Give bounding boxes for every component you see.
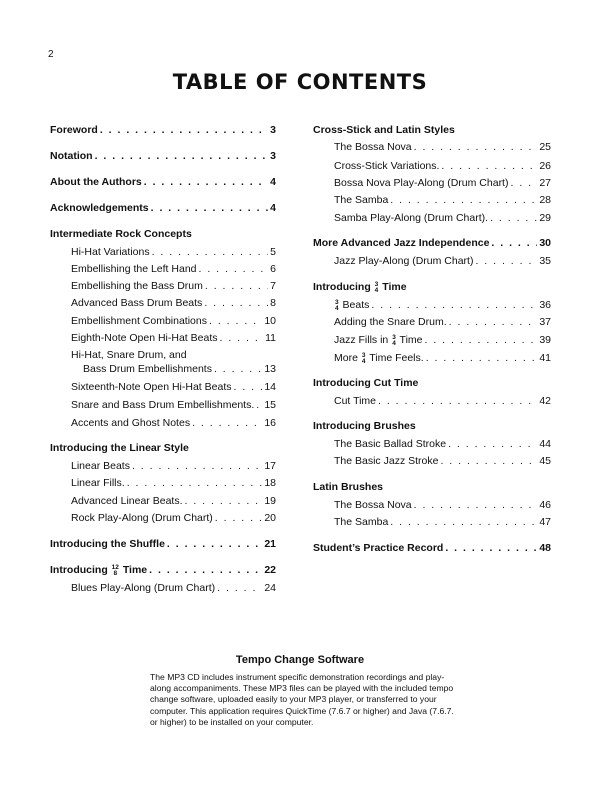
- toc-section-heading: Introducing the Linear Style: [50, 442, 189, 454]
- toc-section-heading: Latin Brushes: [313, 481, 384, 493]
- dot-leader: [440, 455, 537, 467]
- toc-entry-label: Eighth-Note Open Hi-Hat Beats: [71, 332, 218, 344]
- dot-leader: [234, 381, 263, 393]
- toc-entry[interactable]: [334, 316, 551, 331]
- toc-page-number: 48: [539, 542, 551, 554]
- toc-section-heading: Introducing 3 4 Time: [313, 281, 407, 294]
- time-signature: 3 4: [374, 281, 379, 294]
- toc-entry-label: Blues Play-Along (Drum Chart): [71, 582, 216, 594]
- toc-entry[interactable]: [71, 477, 276, 492]
- toc-entry[interactable]: [334, 499, 551, 514]
- toc-entry[interactable]: [71, 246, 276, 261]
- dot-leader: [127, 477, 263, 489]
- toc-entry[interactable]: [334, 160, 551, 175]
- toc-page-number: 25: [539, 141, 551, 153]
- tempo-software-heading: Tempo Change Software: [235, 654, 365, 666]
- toc-page-number: 47: [539, 516, 551, 528]
- toc-page-number: 39: [539, 334, 551, 346]
- toc-section-heading: Cross-Stick and Latin Styles: [313, 124, 455, 136]
- toc-page-number: 21: [264, 538, 276, 550]
- toc-entry-label: 3 4 Beats: [335, 299, 370, 312]
- toc-entry-label: Cut Time: [334, 395, 377, 407]
- toc-page-number: 22: [264, 564, 276, 576]
- toc-entry-label: Embellishing the Bass Drum: [71, 280, 203, 292]
- dot-leader: [378, 395, 537, 407]
- toc-page-number: 36: [539, 299, 551, 311]
- toc-entry-label: The Basic Ballad Stroke: [334, 438, 447, 450]
- toc-entry-label: The Bossa Nova: [334, 499, 412, 511]
- toc-entry[interactable]: [334, 194, 551, 209]
- dot-leader: [199, 263, 269, 275]
- toc-entry[interactable]: [71, 417, 276, 432]
- toc-page-number: 28: [539, 194, 551, 206]
- toc-page-number: 15: [264, 399, 276, 411]
- toc-entry-label: Notation: [50, 150, 93, 162]
- toc-entry[interactable]: [334, 177, 551, 192]
- toc-entry-label: More 3 4 Time Feels.: [334, 352, 424, 365]
- toc-page-number: 20: [264, 512, 276, 524]
- toc-entry-label: Samba Play-Along (Drum Chart).: [334, 212, 489, 224]
- toc-entry-label: Student’s Practice Record: [313, 542, 444, 554]
- toc-page-number: 18: [264, 477, 276, 489]
- toc-entry-line: [71, 349, 276, 364]
- toc-page-number: 17: [264, 460, 276, 472]
- toc-entry-label: The Bossa Nova: [334, 141, 412, 153]
- dot-leader: [205, 280, 268, 292]
- toc-entry-label: Cross-Stick Variations.: [334, 160, 440, 172]
- dot-leader: [425, 334, 538, 346]
- toc-entry-label: Jazz Fills in 3 4 Time: [334, 334, 423, 347]
- toc-entry-label: Snare and Bass Drum Embellishments.: [71, 399, 255, 411]
- toc-entry-about-authors[interactable]: [50, 176, 276, 191]
- dot-leader: [209, 315, 262, 327]
- toc-entry[interactable]: [334, 438, 551, 453]
- toc-page-number: 26: [539, 160, 551, 172]
- toc-entry[interactable]: [334, 334, 551, 349]
- toc-entry-label: Embellishing the Left Hand: [71, 263, 197, 275]
- toc-entry-label: Adding the Snare Drum.: [334, 316, 447, 328]
- time-signature: 3 4: [361, 352, 366, 365]
- dot-leader: [491, 237, 537, 249]
- toc-entry[interactable]: [71, 512, 276, 527]
- dot-leader: [167, 538, 262, 550]
- toc-entry[interactable]: [334, 352, 551, 367]
- toc-entry-label: Accents and Ghost Notes: [71, 417, 191, 429]
- toc-entry[interactable]: [334, 455, 551, 470]
- dot-leader: [426, 352, 538, 364]
- toc-entry-label: The Samba: [334, 516, 389, 528]
- toc-page-number: 35: [539, 255, 551, 267]
- dot-leader: [414, 141, 538, 153]
- dot-leader: [204, 297, 268, 309]
- dot-leader: [449, 316, 538, 328]
- toc-page-number: 10: [264, 315, 276, 327]
- dot-leader: [371, 299, 537, 311]
- toc-entry[interactable]: [83, 363, 276, 378]
- time-signature: 3 4: [392, 334, 396, 347]
- toc-page-number: 7: [270, 280, 276, 292]
- dot-leader: [149, 564, 262, 576]
- toc-entry[interactable]: [71, 399, 276, 414]
- toc-page-number: 27: [539, 177, 551, 189]
- dot-leader: [475, 255, 537, 267]
- toc-entry-foreword[interactable]: [50, 124, 276, 139]
- toc-entry-practice-record[interactable]: [313, 542, 551, 557]
- toc-page-number: 3: [270, 124, 276, 136]
- dot-leader: [132, 460, 262, 472]
- dot-leader: [448, 438, 537, 450]
- toc-entry-twelve-eight-time[interactable]: [50, 564, 276, 579]
- toc-page-number: 5: [270, 246, 276, 258]
- toc-page-number: 19: [264, 495, 276, 507]
- dot-leader: [215, 512, 263, 524]
- dot-leader: [144, 176, 268, 188]
- toc-entry[interactable]: [71, 381, 276, 396]
- toc-page-number: 45: [539, 455, 551, 467]
- time-signature: 12 8: [111, 564, 119, 577]
- toc-entry-label: Embellishment Combinations: [71, 315, 207, 327]
- toc-section-heading: Intermediate Rock Concepts: [50, 228, 192, 240]
- toc-entry-label: Introducing the Shuffle: [50, 538, 165, 550]
- toc-page-number: 13: [264, 363, 276, 375]
- dot-leader: [445, 542, 537, 554]
- toc-page-number: 46: [539, 499, 551, 511]
- toc-entry-label: Sixteenth-Note Open Hi-Hat Beats: [71, 381, 232, 393]
- toc-entry-label: Bass Drum Embellishments: [83, 363, 212, 375]
- toc-entry-label: The Basic Jazz Stroke: [334, 455, 439, 467]
- toc-section-heading: Introducing Cut Time: [313, 377, 419, 389]
- toc-entry[interactable]: [71, 297, 276, 312]
- toc-entry-label: More Advanced Jazz Independence: [313, 237, 490, 249]
- toc-page-number: 42: [539, 395, 551, 407]
- toc-entry-label: Linear Fills.: [71, 477, 125, 489]
- toc-entry[interactable]: [334, 395, 551, 410]
- toc-entry[interactable]: [71, 582, 276, 597]
- dot-leader: [152, 246, 269, 258]
- toc-entry-label: Jazz Play-Along (Drum Chart): [334, 255, 474, 267]
- toc-page-number: 11: [265, 332, 276, 344]
- toc-page-number: 6: [270, 263, 276, 275]
- toc-entry[interactable]: [71, 332, 276, 347]
- toc-entry-label: Rock Play-Along (Drum Chart): [71, 512, 213, 524]
- toc-entry-label: About the Authors: [50, 176, 142, 188]
- dot-leader: [441, 160, 537, 172]
- toc-section-heading: Introducing Brushes: [313, 420, 416, 432]
- dot-leader: [390, 516, 537, 528]
- toc-entry-acknowledgements[interactable]: [50, 202, 276, 217]
- dot-leader: [217, 582, 262, 594]
- toc-page-number: 4: [270, 202, 276, 214]
- tempo-software-description: The MP3 CD includes instrument specific demonstration recordings and play-along accompaniments. These MP3 files can be played with the included tempo change software, uploaded easily to your MP3 player, or transferred to your computer. This application requires QuickTime (7.6.7 or higher) and Java (7.6.7. or higher) to be installed on your computer.: [150, 672, 454, 727]
- toc-page-number: 16: [264, 417, 276, 429]
- toc-page-number: 24: [264, 582, 276, 594]
- dot-leader: [95, 150, 269, 162]
- toc-entry[interactable]: [71, 495, 276, 510]
- toc-page-number: 30: [539, 237, 551, 249]
- dot-leader: [390, 194, 537, 206]
- toc-entry[interactable]: [71, 315, 276, 330]
- toc-page-number: 37: [539, 316, 551, 328]
- toc-entry[interactable]: [71, 263, 276, 278]
- time-signature: 3 4: [335, 299, 339, 312]
- toc-entry-label: Introducing 12 8 Time: [50, 564, 148, 577]
- dot-leader: [510, 177, 537, 189]
- toc-entry-label: The Samba: [334, 194, 389, 206]
- dot-leader: [100, 124, 268, 136]
- toc-entry-label: Foreword: [50, 124, 98, 136]
- dot-leader: [220, 332, 264, 344]
- toc-entry-label: Bossa Nova Play-Along (Drum Chart): [334, 177, 509, 189]
- dot-leader: [192, 417, 262, 429]
- toc-page-number: 44: [539, 438, 551, 450]
- page-title: TABLE OF CONTENTS: [172, 70, 428, 94]
- toc-entry[interactable]: [334, 141, 551, 156]
- toc-entry[interactable]: [71, 460, 276, 475]
- toc-page-number: 41: [539, 352, 551, 364]
- toc-entry-label: Advanced Bass Drum Beats: [71, 297, 203, 309]
- toc-entry-label: Acknowledgements: [50, 202, 149, 214]
- toc-entry[interactable]: [334, 212, 551, 227]
- toc-entry-label: Linear Beats: [71, 460, 130, 472]
- toc-entry[interactable]: [71, 280, 276, 295]
- dot-leader: [414, 499, 538, 511]
- toc-page-number: 29: [539, 212, 551, 224]
- toc-entry-notation[interactable]: [50, 150, 276, 165]
- dot-leader: [256, 399, 262, 411]
- toc-entry-label: Hi-Hat, Snare Drum, and: [71, 349, 187, 361]
- toc-page-number: 14: [264, 381, 276, 393]
- toc-page-number: 3: [270, 150, 276, 162]
- dot-leader: [185, 495, 263, 507]
- toc-entry[interactable]: [334, 255, 551, 270]
- toc-page-number: 4: [270, 176, 276, 188]
- toc-entry-jazz-independence[interactable]: [313, 237, 551, 252]
- toc-entry[interactable]: [334, 516, 551, 531]
- toc-entry[interactable]: [334, 299, 551, 314]
- toc-entry-label: Advanced Linear Beats.: [71, 495, 183, 507]
- dot-leader: [490, 212, 537, 224]
- toc-entry-shuffle[interactable]: [50, 538, 276, 553]
- toc-page-number: 8: [270, 297, 276, 309]
- page-number: 2: [48, 49, 54, 60]
- toc-entry-label: Hi-Hat Variations: [71, 246, 150, 258]
- dot-leader: [214, 363, 262, 375]
- dot-leader: [151, 202, 269, 214]
